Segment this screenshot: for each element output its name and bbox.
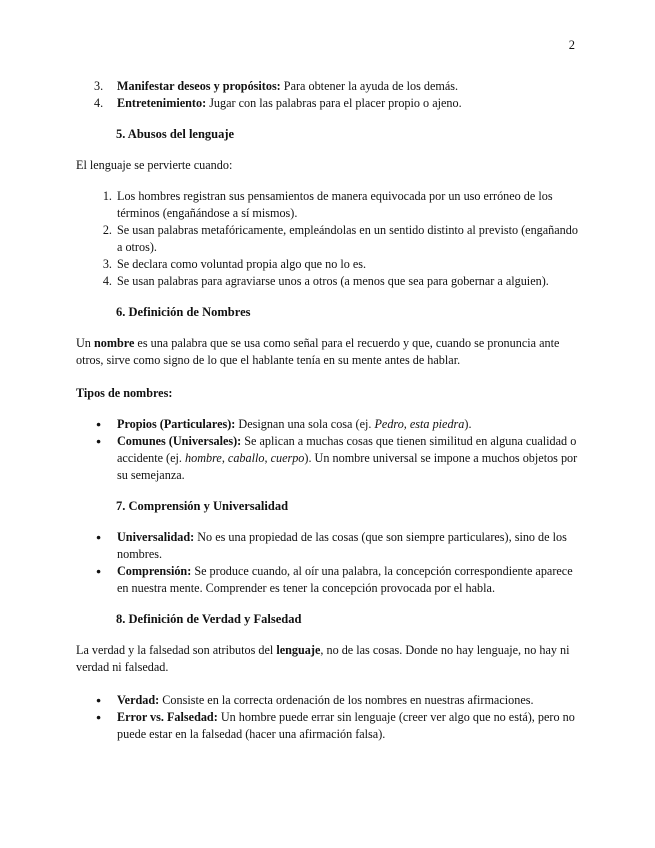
list-item xyxy=(115,433,578,484)
abuses-list xyxy=(76,188,578,290)
list-item xyxy=(115,529,578,563)
example: hombre xyxy=(185,451,222,465)
bold-term: Tipos de nombres: xyxy=(76,386,173,400)
paragraph: El lenguaje se pervierte cuando: xyxy=(76,158,233,172)
paragraph xyxy=(76,335,578,369)
text-run: Un xyxy=(76,336,94,350)
item-term: Universalidad: xyxy=(117,530,195,544)
list-item: 1. Los hombres registran sus pensamientos de manera equivocada por un uso erróneo de los términos (engañándose a sí mismos). xyxy=(115,188,578,222)
item-term: Error vs. Falsedad: xyxy=(117,710,218,724)
list-item xyxy=(94,78,578,95)
list-item xyxy=(115,563,578,597)
name-types-list xyxy=(76,416,578,484)
example: Pedro, esta piedra xyxy=(374,417,465,431)
text-run: , no de las cosas. Donde no hay lenguaje, no hay ni verdad ni falsedad. xyxy=(76,643,570,674)
item-term: Manifestar deseos y propósitos: xyxy=(117,79,281,93)
list-item xyxy=(115,709,578,743)
paragraph xyxy=(76,642,578,676)
list-item: 4. Se usan palabras para agraviarse unos a otros (a menos que sea para gobernar a alguien). xyxy=(115,273,578,290)
bold-term: nombre xyxy=(93,336,135,350)
example: caballo xyxy=(227,451,265,465)
item-term: Comunes (Universales): xyxy=(117,434,242,448)
bold-term: lenguaje xyxy=(276,643,321,657)
truth-list xyxy=(76,692,578,743)
page-number: 2 xyxy=(568,38,575,52)
item-text: Para obtener la ayuda de los demás. xyxy=(280,79,459,93)
item-term: Verdad: xyxy=(117,693,160,707)
section-heading: 5. Abusos del lenguaje xyxy=(116,127,235,141)
section-heading: 7. Comprensión y Universalidad xyxy=(116,499,289,513)
text-run: La verdad y la falsedad son atributos del xyxy=(76,643,277,657)
list-item: 3. Se declara como voluntad propia algo que no lo es. xyxy=(115,256,578,273)
list-number: 4. xyxy=(94,96,104,110)
purposes-list-continued xyxy=(76,78,578,112)
section-heading: 6. Definición de Nombres xyxy=(116,305,251,319)
item-text: Un hombre puede errar sin lenguaje (creer ver algo que no está), pero no puede estar en la falsedad (hacer una afirmación falsa). xyxy=(117,710,575,741)
item-term: Propios (Particulares): xyxy=(117,417,236,431)
list-item xyxy=(115,416,578,433)
document-body xyxy=(76,78,578,743)
item-text: , xyxy=(221,451,228,465)
list-item: 2. Se usan palabras metafóricamente, empleándolas en un sentido distinto al previsto (engañando a otros). xyxy=(115,222,578,256)
item-text: Se produce cuando, al oír una palabra, la concepción correspondiente aparece en nuestra mente. Comprender es tener la concepción provocada por el habla. xyxy=(117,564,573,595)
list-number: 3. xyxy=(94,79,104,93)
item-text: No es una propiedad de las cosas (que son siempre particulares), sino de los nombres. xyxy=(117,530,567,561)
example: cuerpo xyxy=(270,451,305,465)
comprehension-list xyxy=(76,529,578,597)
item-text: ). Un nombre universal se impone a muchos objetos por su semejanza. xyxy=(117,451,578,482)
item-text: Consiste en la correcta ordenación de los nombres en nuestras afirmaciones. xyxy=(159,693,534,707)
item-text: , xyxy=(264,451,271,465)
item-text: Designan una sola cosa (ej. xyxy=(235,417,375,431)
list-item xyxy=(115,692,578,709)
section-heading: 8. Definición de Verdad y Falsedad xyxy=(116,612,302,626)
item-text: ). xyxy=(464,417,472,431)
subheading xyxy=(76,385,578,402)
item-term: Comprensión: xyxy=(117,564,192,578)
list-item xyxy=(94,95,578,112)
text-run: es una palabra que se usa como señal para el recuerdo y que, cuando se pronuncia ante otros, sirve como signo de lo que el hablante tenía en su mente antes de hablar. xyxy=(76,336,560,367)
item-text: Se aplican a muchas cosas que tienen similitud en alguna cualidad o accidente (ej. xyxy=(117,434,577,465)
item-term: Entretenimiento: xyxy=(117,96,207,110)
item-text: Jugar con las palabras para el placer propio o ajeno. xyxy=(206,96,462,110)
